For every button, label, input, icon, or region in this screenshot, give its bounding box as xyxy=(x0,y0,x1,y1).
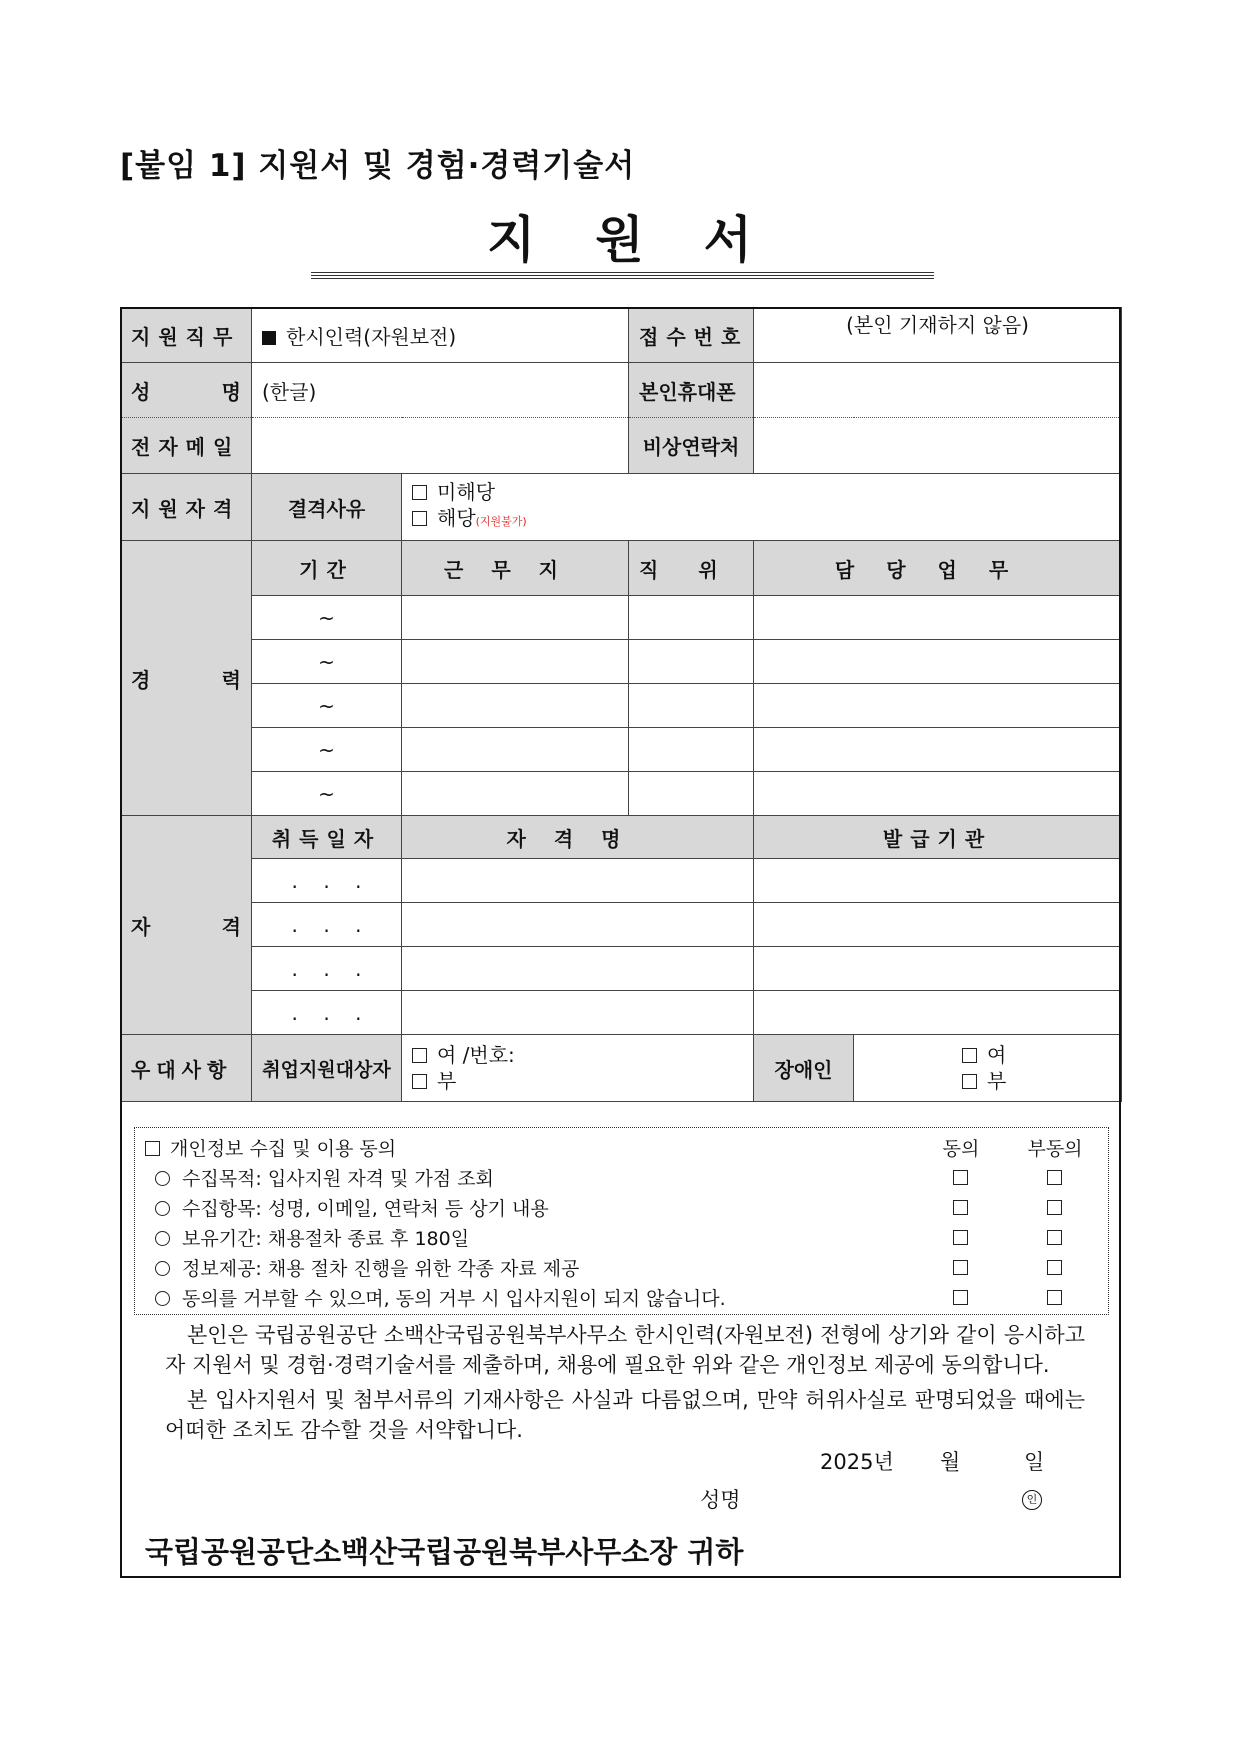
checkbox-icon[interactable] xyxy=(1047,1290,1062,1305)
consent-item-text: 수집항목: 성명, 이메일, 연락처 등 상기 내용 xyxy=(182,1198,549,1220)
consent-title-text: 개인정보 수집 및 이용 동의 xyxy=(170,1138,397,1160)
agree-checkbox[interactable] xyxy=(953,1198,968,1220)
form-title xyxy=(0,200,1239,272)
career-period-cell[interactable]: ~ xyxy=(252,728,402,772)
form-title-char: 원 xyxy=(595,211,644,269)
career-header-duties: 담당업무 xyxy=(754,541,1122,596)
option-label: 부 xyxy=(437,1069,457,1093)
career-header-workplace: 근무지 xyxy=(402,541,629,596)
ineligible-note: (지원불가) xyxy=(475,515,527,528)
qual-header-issuer: 발급기관 xyxy=(754,816,1122,859)
career-header-period: 기간 xyxy=(252,541,402,596)
receipt-number-label: 접수번호 xyxy=(629,308,754,363)
disagree-checkbox[interactable] xyxy=(1047,1288,1062,1310)
position-value-text: 한시인력(자원보전) xyxy=(286,324,457,349)
checkbox-icon[interactable] xyxy=(1047,1170,1062,1185)
consent-item-text: 정보제공: 채용 절차 진행을 위한 각종 자료 제공 xyxy=(182,1258,580,1280)
option-label: 미해당 xyxy=(437,480,495,504)
circle-bullet-icon xyxy=(155,1171,170,1186)
circle-bullet-icon xyxy=(155,1231,170,1246)
attachment-header: [붙임 1] 지원서 및 경험·경력기술서 xyxy=(120,148,636,184)
privacy-consent-box xyxy=(134,1127,1109,1315)
option-label: 여 /번호: xyxy=(437,1043,515,1067)
date-day[interactable]: 일 xyxy=(1024,1450,1045,1474)
eligibility-label: 지원자격 xyxy=(121,474,252,541)
seal-mark-icon[interactable] xyxy=(1022,1484,1042,1510)
consent-item xyxy=(155,1164,494,1191)
declaration-text: 본인은 국립공원공단 소백산국립공원북부사무소 한시인력(자원보전) 전형에 상기와 같이 응시하고자 지원서 및 경험·경력기술서를 제출하며, 채용에 필요한 위와 같은 개인정보 제공에 동의합니다. xyxy=(165,1323,1085,1377)
consent-item xyxy=(155,1254,579,1281)
qual-date-cell[interactable]: . . . xyxy=(252,859,402,903)
career-period-cell[interactable]: ~ xyxy=(252,684,402,728)
career-period-cell[interactable]: ~ xyxy=(252,772,402,816)
pledge-text: 본 입사지원서 및 첨부서류의 기재사항은 사실과 다름없으며, 만약 허위사실로 판명되었을 때에는 어떠한 조치도 감수할 것을 서약합니다. xyxy=(165,1388,1085,1442)
career-label-char: 력 xyxy=(221,667,241,692)
consent-item xyxy=(155,1194,549,1221)
qual-date-cell[interactable]: . . . xyxy=(252,903,402,947)
consent-item-text: 보유기간: 채용절차 종료 후 180일 xyxy=(182,1228,470,1250)
disability-label: 장애인 xyxy=(754,1035,854,1102)
form-title-char: 서 xyxy=(703,211,752,269)
addressee: 국립공원공단소백산국립공원북부사무소장 귀하 xyxy=(145,1535,744,1569)
disagree-checkbox[interactable] xyxy=(1047,1228,1062,1250)
career-period-cell[interactable]: ~ xyxy=(252,596,402,640)
agree-header: 동의 xyxy=(942,1138,980,1160)
mobile-label: 본인휴대폰 xyxy=(629,363,754,418)
qual-header-name: 자격명 xyxy=(402,816,754,859)
checkbox-icon xyxy=(145,1141,160,1156)
pledge-paragraph xyxy=(165,1385,1085,1445)
seal-glyph: 인 xyxy=(1022,1490,1042,1510)
title-underline xyxy=(311,272,934,279)
email-label: 전자메일 xyxy=(121,418,252,474)
career-period-cell[interactable]: ~ xyxy=(252,640,402,684)
checkbox-icon[interactable] xyxy=(1047,1230,1062,1245)
qual-header-date: 취득일자 xyxy=(252,816,402,859)
name-label-char: 성 xyxy=(131,379,151,404)
date-year[interactable]: 2025년 xyxy=(820,1450,894,1474)
option-label: 해당 xyxy=(437,506,476,530)
checkbox-icon[interactable] xyxy=(953,1200,968,1215)
checkbox-icon[interactable] xyxy=(1047,1200,1062,1215)
signature-label: 성명 xyxy=(700,1488,741,1512)
receipt-number-note: (본인 기재하지 않음) xyxy=(846,313,1029,337)
position-label: 지원직무 xyxy=(121,308,252,363)
career-label-char: 경 xyxy=(131,667,151,692)
agree-checkbox[interactable] xyxy=(953,1258,968,1280)
consent-title xyxy=(145,1134,396,1161)
disagree-checkbox[interactable] xyxy=(1047,1198,1062,1220)
circle-bullet-icon xyxy=(155,1261,170,1276)
date-month[interactable]: 월 xyxy=(940,1450,961,1474)
agree-checkbox[interactable] xyxy=(953,1288,968,1310)
qual-date-cell[interactable]: . . . xyxy=(252,947,402,991)
qualifications-label-char: 자 xyxy=(131,914,151,939)
option-label: 부 xyxy=(987,1069,1007,1093)
option-label: 여 xyxy=(987,1043,1007,1067)
employment-support-label: 취업지원대상자 xyxy=(252,1035,402,1102)
checkbox-icon[interactable] xyxy=(953,1170,968,1185)
declaration-paragraph xyxy=(165,1320,1085,1380)
qual-date-cell[interactable]: . . . xyxy=(252,991,402,1035)
circle-bullet-icon xyxy=(155,1201,170,1216)
qualifications-label-char: 격 xyxy=(221,914,241,939)
preference-label: 우대사항 xyxy=(121,1035,252,1102)
disagree-checkbox[interactable] xyxy=(1047,1168,1062,1190)
emergency-contact-label: 비상연락처 xyxy=(629,418,754,474)
agree-checkbox[interactable] xyxy=(953,1228,968,1250)
name-hint: (한글) xyxy=(262,379,317,404)
consent-item xyxy=(155,1224,469,1251)
consent-item-text: 동의를 거부할 수 있으며, 동의 거부 시 입사지원이 되지 않습니다. xyxy=(182,1288,726,1310)
checkbox-icon[interactable] xyxy=(953,1290,968,1305)
checkbox-icon[interactable] xyxy=(953,1230,968,1245)
circle-bullet-icon xyxy=(155,1291,170,1306)
disagree-checkbox[interactable] xyxy=(1047,1258,1062,1280)
consent-item xyxy=(155,1284,726,1311)
disagree-header: 부동의 xyxy=(1027,1138,1083,1160)
career-header-position: 직위 xyxy=(629,541,754,596)
name-label-char: 명 xyxy=(221,379,241,404)
consent-item-text: 수집목적: 입사지원 자격 및 가점 조회 xyxy=(182,1168,494,1190)
form-title-char: 지 xyxy=(487,211,536,269)
checkbox-icon[interactable] xyxy=(953,1260,968,1275)
checkbox-icon[interactable] xyxy=(1047,1260,1062,1275)
disqualification-label: 결격사유 xyxy=(252,474,402,541)
agree-checkbox[interactable] xyxy=(953,1168,968,1190)
